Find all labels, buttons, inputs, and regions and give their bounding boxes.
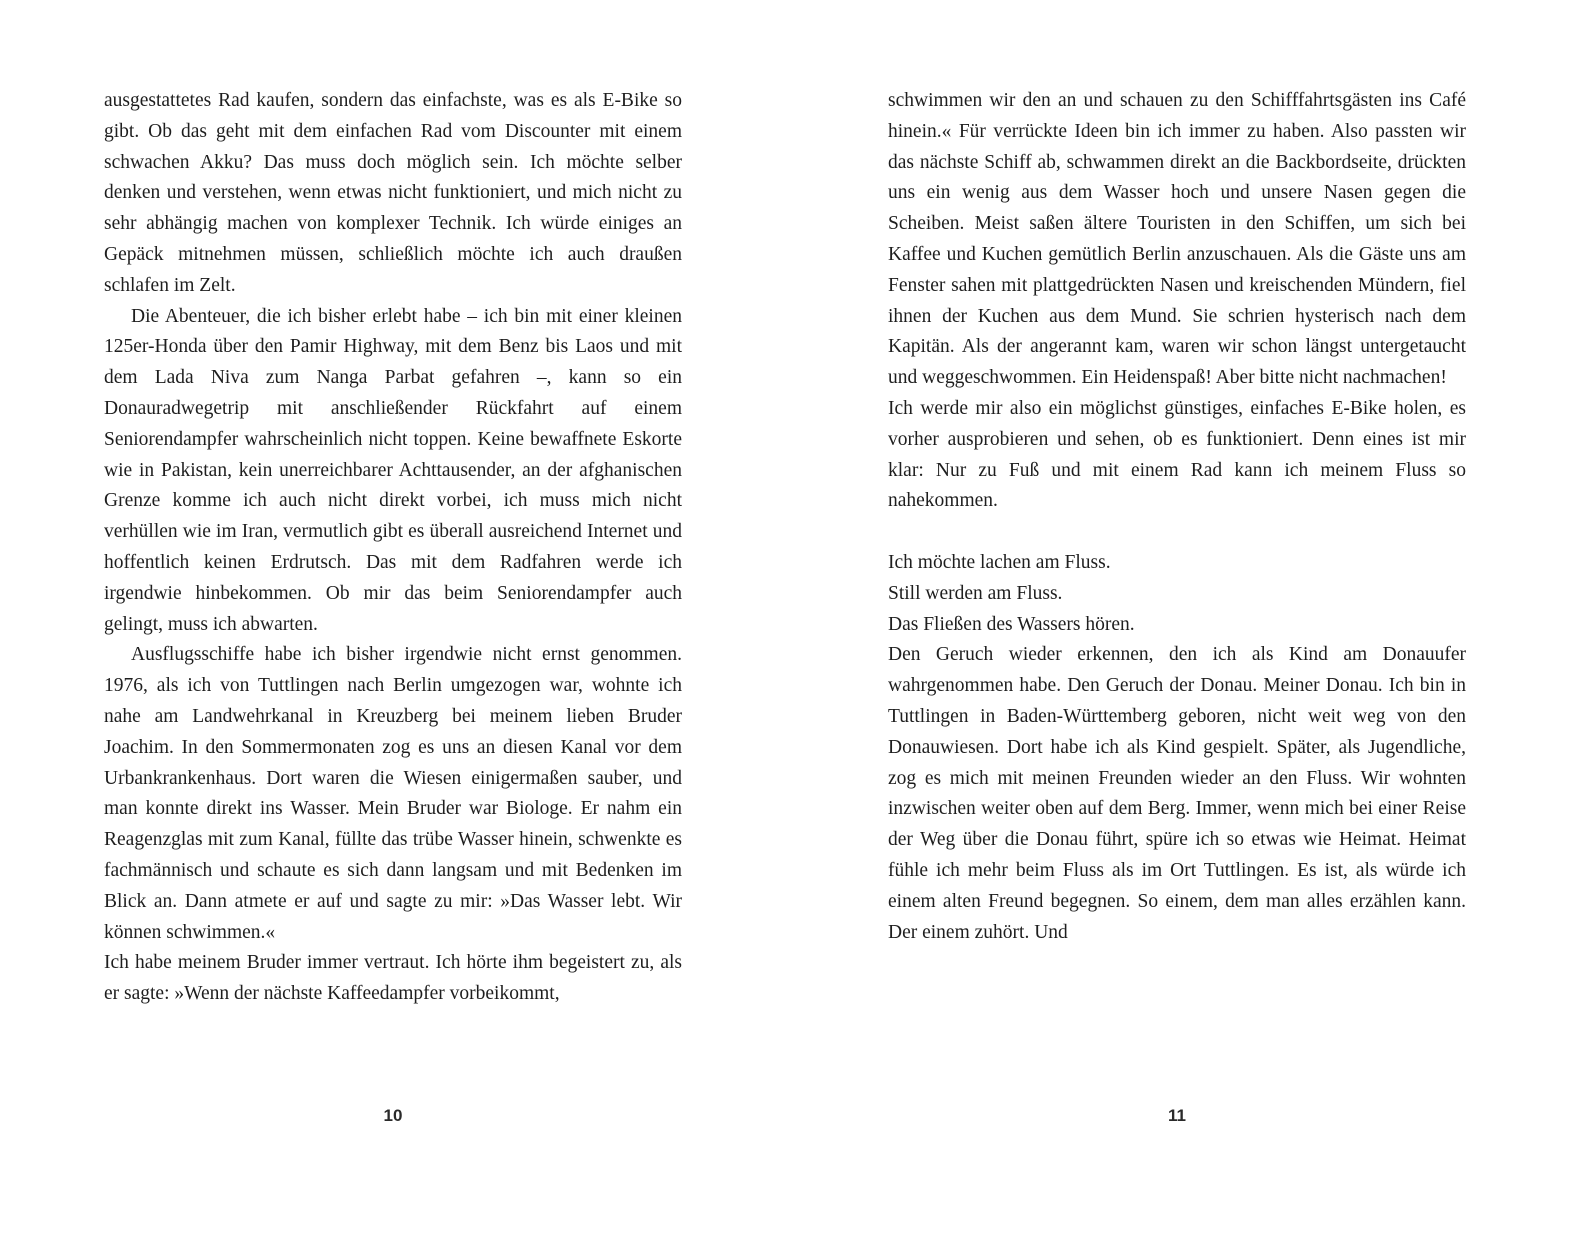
paragraph: Ich habe meinem Bruder immer vertraut. Ich hörte ihm begeistert zu, als er sagte: »Wenn der nächste Kaffeedampfer vorbeikommt, [104, 952, 682, 1005]
paragraph: ausgestattetes Rad kaufen, sondern das einfachste, was es als E-Bike so gibt. Ob das geht mit dem einfachen Rad vom Discounter mit einem schwachen Akku? Das muss doch möglich sein. Ich möchte selber denken und verstehen, wenn etwas nicht funktioniert, und mich nicht zu sehr abhängig machen von komplexer Technik. Ich würde einiges an Gepäck mitnehmen müssen, schließlich möchte ich auch draußen schlafen im Zelt. [104, 90, 682, 296]
text-block-left [104, 86, 682, 1010]
text-block-right [888, 86, 1466, 948]
poem-line: Das Fließen des Wassers hören. [888, 613, 1135, 635]
page-number-left: 10 [383, 1106, 403, 1125]
paragraph: Die Abenteuer, die ich bisher erlebt habe – ich bin mit einer kleinen 125er-Honda über den Pamir Highway, mit dem Benz bis Laos und mit dem Lada Niva zum Nanga Parbat gefahren –, kann so ein Donauradwegetrip mit anschließender Rückfahrt auf einem Seniorendampfer wahrscheinlich nicht toppen. Keine bewaffnete Eskorte wie in Pakistan, kein unerreichbarer Achttausender, an der afghanischen Grenze komme ich auch nicht direkt vorbei, ich muss mich nicht verhüllen wie im Iran, vermutlich gibt es überall ausreichend Internet und hoffentlich keinen Erdrutsch. Das mit dem Radfahren werde ich irgendwie hinbekommen. Ob mir das beim Seniorendampfer auch gelingt, muss ich abwarten. [104, 305, 682, 635]
book-page-left [104, 0, 682, 1240]
poem-line: Ich möchte lachen am Fluss. [888, 551, 1111, 573]
poem-line: Still werden am Fluss. [888, 582, 1063, 604]
paragraph: Ausflugsschiffe habe ich bisher irgendwie nicht ernst genommen. 1976, als ich von Tuttlingen nach Berlin umgezogen war, wohnte ich nahe am Landwehrkanal in Kreuzberg bei meinem lieben Bruder Joachim. In den Sommermonaten zog es uns an diesen Kanal vor dem Urbankrankenhaus. Dort waren die Wiesen einigermaßen sauber, und man konnte direkt ins Wasser. Mein Bruder war Biologe. Er nahm ein Reagenzglas mit zum Kanal, füllte das trübe Wasser hinein, schwenkte es fachmännisch und schaute es sich dann langsam und mit Bedenken im Blick an. Dann atmete er auf und sagte zu mir: »Das Wasser lebt. Wir können schwimmen.« [104, 644, 682, 943]
paragraph: Ich werde mir also ein möglichst günstiges, einfaches E-Bike holen, es vorher ausprobieren und sehen, ob es funktioniert. Denn eines ist mir klar: Nur zu Fuß und mit einem Rad kann ich meinem Fluss so nahekommen. [888, 397, 1466, 512]
paragraph: Den Geruch wieder erkennen, den ich als Kind am Donauufer wahrgenommen habe. Den Geruch der Donau. Meiner Donau. Ich bin in Tuttlingen in Baden-Württemberg geboren, nicht weit weg von den Donauwiesen. Dort habe ich als Kind gespielt. Später, als Jugendliche, zog es mich mit meinen Freunden wieder an den Fluss. Wir wohnten inzwischen weiter oben auf dem Berg. Immer, wenn mich bei einer Reise der Weg über die Donau führt, spüre ich so etwas wie Heimat. Heimat fühle ich mehr beim Fluss als im Ort Tuttlingen. Es ist, als würde ich einem alten Freund begegnen. So einem, dem man alles erzählen kann. Der einem zuhört. Und [888, 644, 1466, 943]
paragraph: schwimmen wir den an und schauen zu den Schifffahrtsgästen ins Café hinein.« Für verrückte Ideen bin ich immer zu haben. Also passten wir das nächste Schiff ab, schwammen direkt an die Backbordseite, drückten uns ein wenig aus dem Wasser hoch und unsere Nasen gegen die Scheiben. Meist saßen ältere Touristen in den Schiffen, um sich bei Kaffee und Kuchen gemütlich Berlin anzuschauen. Als die Gäste uns am Fenster sahen mit plattgedrückten Nasen und kreischenden Mündern, fiel ihnen der Kuchen aus dem Mund. Sie schrien hysterisch nach dem Kapitän. Als der angerannt kam, waren wir schon längst untergetaucht und weggeschwommen. Ein Heidenspaß! Aber bitte nicht nachmachen! [888, 90, 1466, 389]
page-number-right: 11 [1168, 1106, 1186, 1125]
poem-block [888, 548, 1466, 640]
book-page-right [888, 0, 1466, 1240]
